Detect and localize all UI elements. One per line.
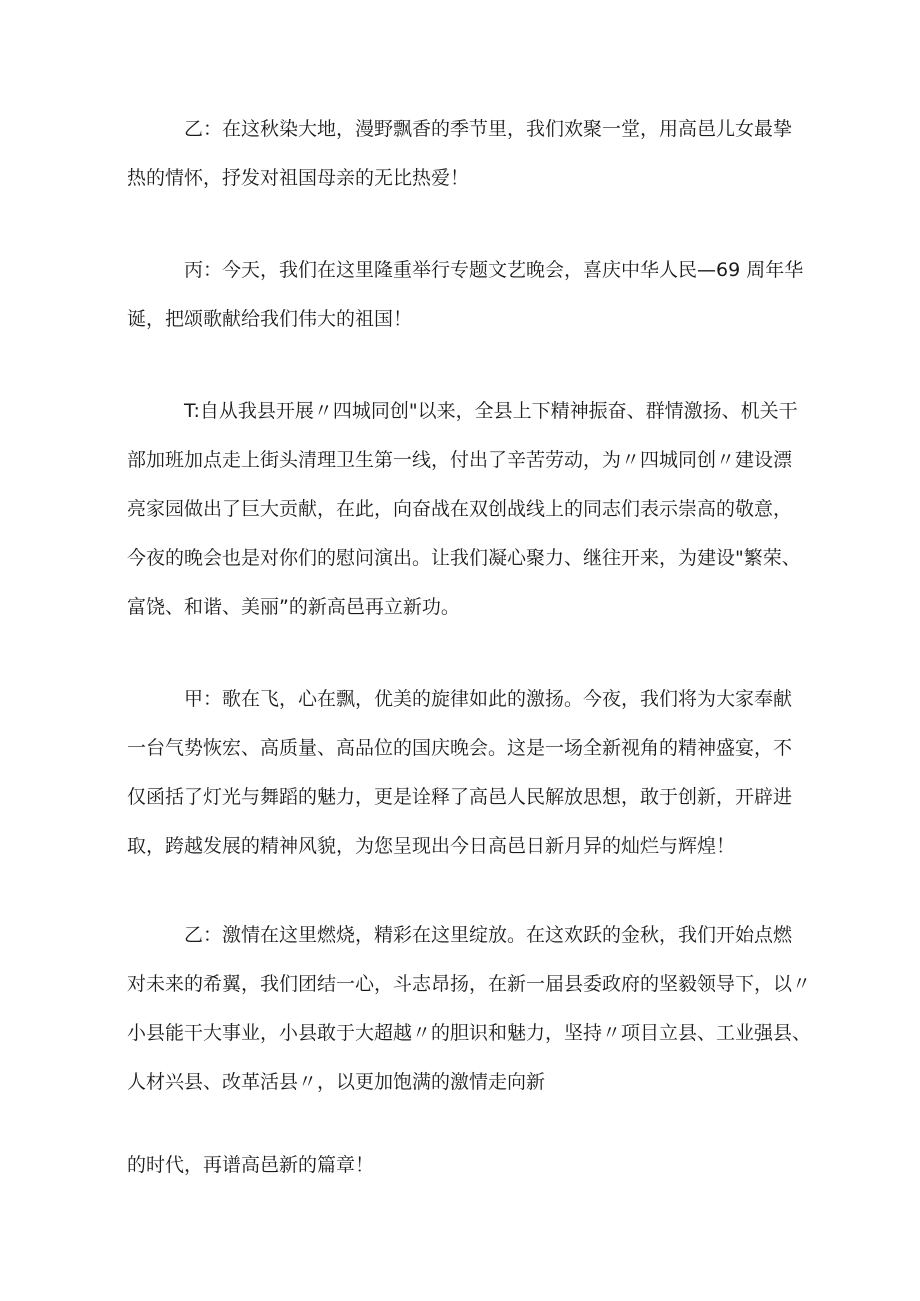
paragraph-1-line-1: 乙：在这秋染大地，漫野飘香的季节里，我们欢聚一堂，用高邑儿女最挚 [184, 118, 793, 140]
paragraph-6-line-1: 的时代，再谱高邑新的篇章！ [127, 1154, 375, 1176]
paragraph-5-line-2: 对未来的希翼，我们团结一心，斗志昂扬，在新一届县委政府的坚毅领导下，以〃 [127, 973, 812, 995]
paragraph-1-line-2: 热的情怀，抒发对祖国母亲的无比热爱！ [127, 167, 470, 189]
paragraph-5-line-3: 小县能干大事业，小县敢于大超越〃的胆识和魅力，坚持〃项目立县、工业强县、 [127, 1022, 812, 1044]
paragraph-2-line-2: 诞，把颂歌献给我们伟大的祖国！ [127, 308, 413, 330]
paragraph-5-line-4: 人材兴县、改革活县〃，以更加饱满的激情走向新 [127, 1071, 546, 1093]
paragraph-4-line-2: 一台气势恢宏、高质量、高品位的国庆晚会。这是一场全新视角的精神盛宴，不 [127, 737, 793, 759]
paragraph-3-line-1: T:自从我县开展〃四城同创"以来，全县上下精神振奋、群情激扬、机关干 [184, 400, 798, 422]
paragraph-4-line-3: 仅函括了灯光与舞蹈的魅力，更是诠释了高邑人民解放思想，敢于创新，开辟进 [127, 786, 793, 808]
paragraph-3-line-4: 今夜的晚会也是对你们的慰问演出。让我们凝心聚力、继往开来，为建设"繁荣、 [127, 547, 801, 569]
paragraph-2-line-1: 丙：今天，我们在这里隆重举行专题文艺晚会，喜庆中华人民—69 周年华 [184, 259, 804, 281]
paragraph-5-line-1: 乙：激情在这里燃烧，精彩在这里绽放。在这欢跃的金秋，我们开始点燃 [184, 924, 793, 946]
paragraph-3-line-2: 部加班加点走上街头清理卫生第一线，付出了辛苦劳动，为〃四城同创〃建设漂 [127, 449, 793, 471]
paragraph-3-line-5: 富饶、和谐、美丽”的新高邑再立新功。 [127, 596, 460, 618]
paragraph-4-line-4: 取，跨越发展的精神风貌，为您呈现出今日高邑日新月异的灿烂与辉煌！ [127, 835, 736, 857]
paragraph-3-line-3: 亮家园做出了巨大贡献，在此，向奋战在双创战线上的同志们表示崇高的敬意， [127, 498, 793, 520]
paragraph-4-line-1: 甲：歌在飞，心在飘，优美的旋律如此的激扬。今夜，我们将为大家奉献 [184, 688, 793, 710]
